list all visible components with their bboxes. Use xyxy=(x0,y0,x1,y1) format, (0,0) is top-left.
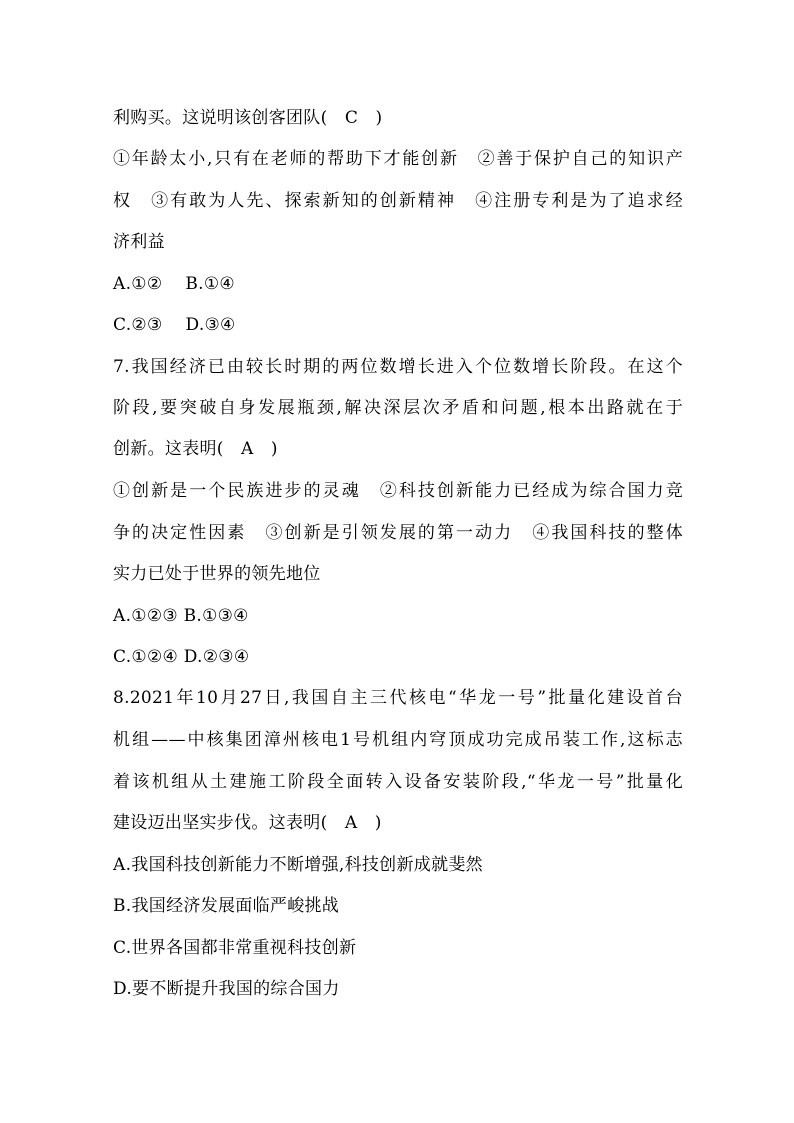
question-8-stem-line-2: 机组——中核集团漳州核电1号机组内穹顶成功完成吊装工作,这标志 xyxy=(113,730,683,750)
question-7-statements-line-1: ①创新是一个民族进步的灵魂 ②科技创新能力已经成为综合国力竞 xyxy=(113,481,683,501)
question-8-option-a: A.我国科技创新能力不断增强,科技创新成就斐然 xyxy=(113,855,483,875)
question-7-options-ab: A.①②③ B.①③④ xyxy=(113,606,249,626)
question-8-stem-line-1: 8.2021年10月27日,我国自主三代核电“华龙一号”批量化建设首台 xyxy=(113,688,683,708)
question-7-statements-line-2: 争的决定性因素 ③创新是引领发展的第一动力 ④我国科技的整体 xyxy=(113,523,683,543)
question-8-stem-line-3: 着该机组从土建施工阶段全面转入设备安装阶段,“华龙一号”批量化 xyxy=(113,772,683,792)
question-6-statements-line-3: 济利益 xyxy=(113,232,165,252)
question-6-options-cd: C.②③ D.③④ xyxy=(113,315,236,335)
question-6-stem-end: 利购买。这说明该创客团队( C ) xyxy=(113,108,383,128)
question-7-stem-line-1: 7.我国经济已由较长时期的两位数增长进入个位数增长阶段。在这个 xyxy=(113,357,683,377)
question-7-statements-line-3: 实力已处于世界的领先地位 xyxy=(113,564,321,584)
question-8-option-b: B.我国经济发展面临严峻挑战 xyxy=(113,896,340,916)
question-8-stem-line-4: 建设迈出坚实步伐。这表明( A ) xyxy=(113,813,382,833)
question-8-option-c: C.世界各国都非常重视科技创新 xyxy=(113,938,357,958)
question-7-options-cd: C.①②④ D.②③④ xyxy=(113,647,250,667)
question-6-statements-line-2: 权 ③有敢为人先、探索新知的创新精神 ④注册专利是为了追求经 xyxy=(113,191,683,211)
question-6-options-ab: A.①② B.①④ xyxy=(113,274,235,294)
question-7-stem-line-3: 创新。这表明( A ) xyxy=(113,439,278,459)
question-6-statements-line-1: ①年龄太小,只有在老师的帮助下才能创新 ②善于保护自己的知识产 xyxy=(113,149,683,169)
question-8-option-d: D.要不断提升我国的综合国力 xyxy=(113,979,340,999)
question-7-stem-line-2: 阶段,要突破自身发展瓶颈,解决深层次矛盾和问题,根本出路就在于 xyxy=(113,398,683,418)
